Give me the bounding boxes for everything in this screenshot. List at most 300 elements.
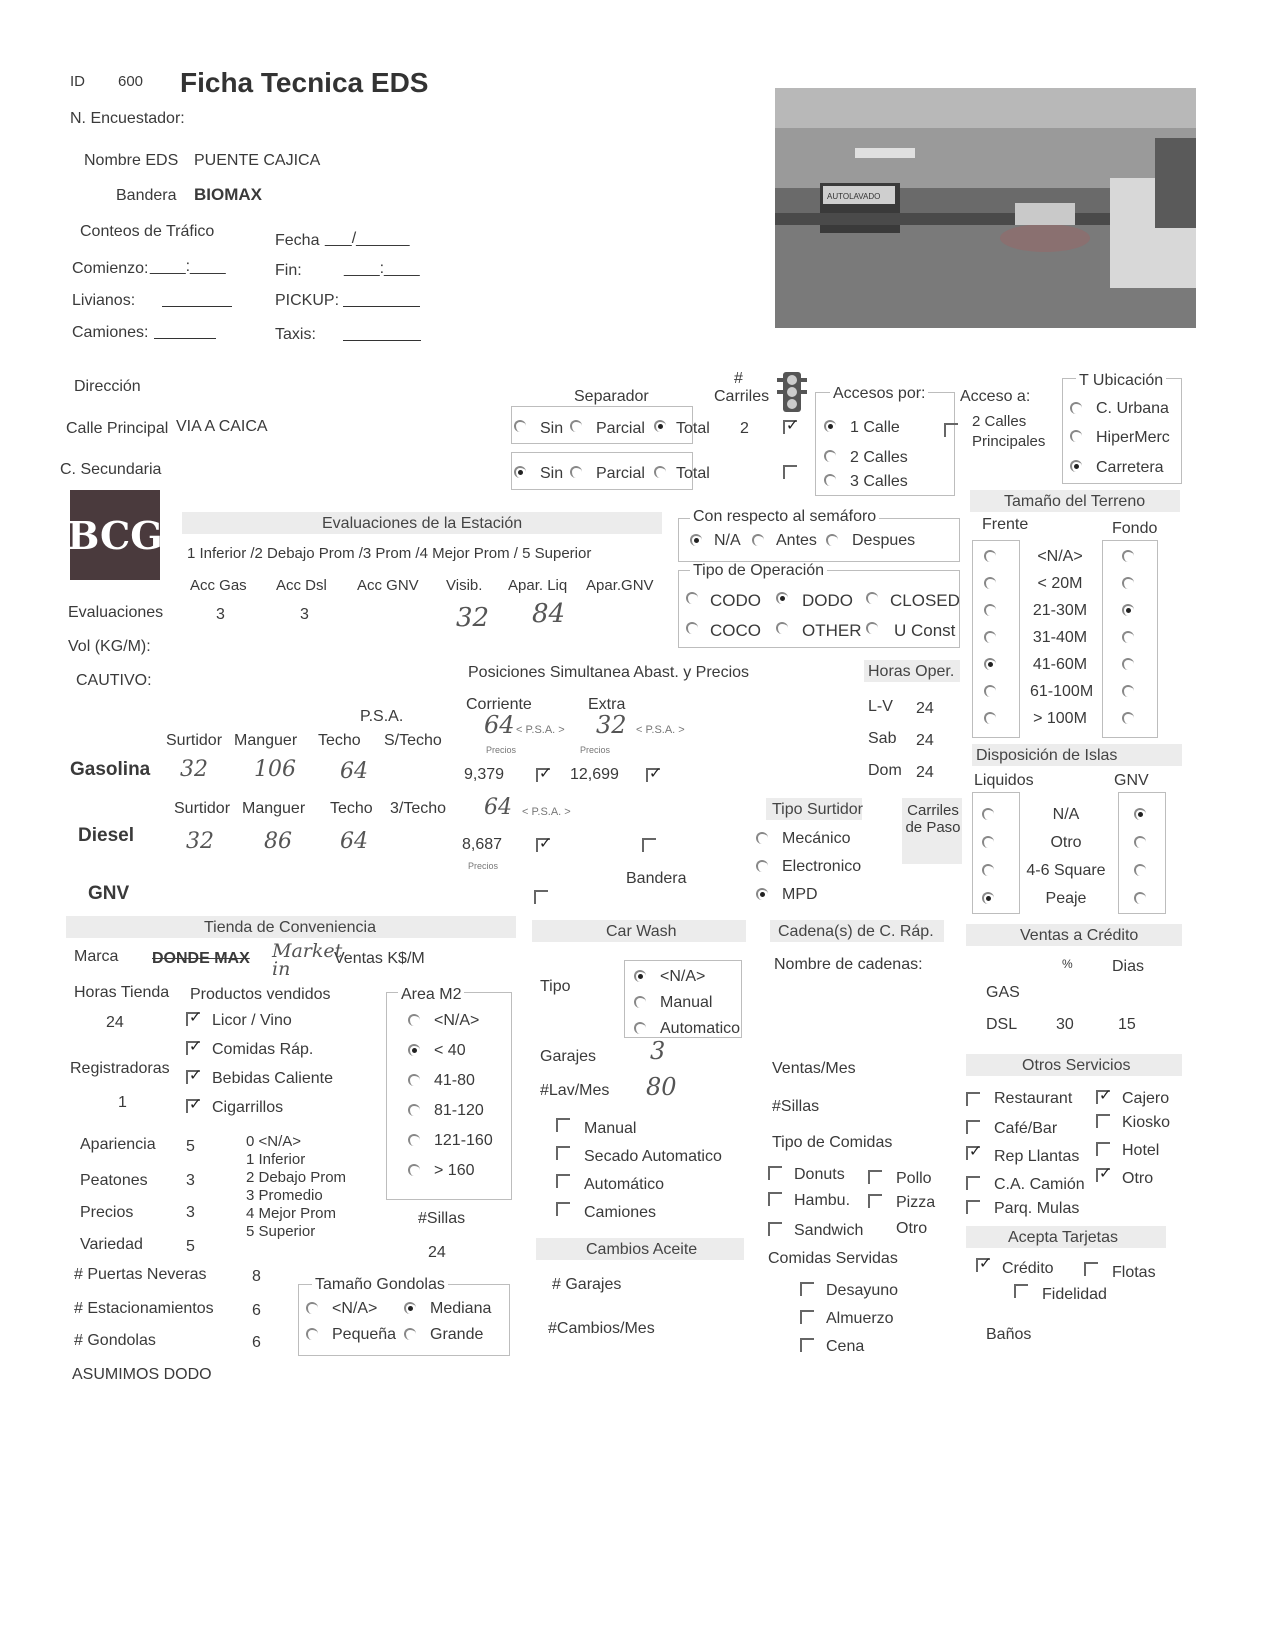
area-option-label: < 40 xyxy=(434,1042,466,1059)
gas-corriente-check[interactable] xyxy=(536,768,550,782)
taxis-label: Taxis: xyxy=(275,326,316,343)
otro-comida-label: Otro xyxy=(896,1220,928,1237)
otros-title: Otros Servicios xyxy=(1022,1057,1131,1074)
credito-dsl-pct: 30 xyxy=(1056,1016,1074,1033)
corriente-psa-tag: < P.S.A. > xyxy=(516,724,565,736)
sep1-parcial-radio[interactable] xyxy=(570,420,582,432)
gondola-mediana-radio[interactable] xyxy=(404,1302,416,1314)
cajero-check[interactable] xyxy=(1096,1090,1110,1104)
registradoras-label: Registradoras xyxy=(70,1060,170,1077)
op-dodo-label: DODO xyxy=(802,591,853,610)
acceso-2-radio[interactable] xyxy=(824,450,836,462)
tarjeta-flotas-check[interactable] xyxy=(1084,1262,1098,1276)
tienda-sillas-value: 24 xyxy=(428,1244,446,1261)
surtidor-electronico-radio[interactable] xyxy=(756,860,768,872)
horas-title: Horas Oper. xyxy=(868,663,955,680)
tienda-title: Tienda de Conveniencia xyxy=(204,919,376,936)
gondola-grande-label: Grande xyxy=(430,1326,484,1343)
horas-tienda-value: 24 xyxy=(106,1014,124,1031)
op-closed-radio[interactable] xyxy=(866,592,878,604)
fondo-radio[interactable] xyxy=(1122,658,1134,670)
area-radio[interactable] xyxy=(408,1014,420,1026)
semaforo-na-radio[interactable] xyxy=(690,534,702,546)
photo-sign: AUTOLAVADO xyxy=(827,192,881,201)
variedad-label: Variedad xyxy=(80,1236,143,1253)
cadenas-nombre-label: Nombre de cadenas: xyxy=(774,956,923,973)
producto-label: Comidas Ráp. xyxy=(212,1041,314,1058)
dsl-techo-value: 64 xyxy=(340,829,368,854)
calle-principal-value: VIA A CAICA xyxy=(176,418,268,435)
fondo-radio[interactable] xyxy=(1122,685,1134,697)
producto-check[interactable] xyxy=(186,1012,200,1026)
hambu-check[interactable] xyxy=(768,1192,782,1206)
islas-title: Disposición de Islas xyxy=(976,747,1118,764)
ubic-hiper-radio[interactable] xyxy=(1070,430,1082,442)
livianos-label: Livianos: xyxy=(72,292,136,309)
gondola-na-radio[interactable] xyxy=(306,1302,318,1314)
page-title: Ficha Tecnica EDS xyxy=(180,67,429,98)
surtidor-mecanico-label: Mecánico xyxy=(782,830,851,847)
puertas-value: 8 xyxy=(252,1268,261,1285)
dsl-psa-value: 64 xyxy=(484,795,512,820)
islas-gnv-radio[interactable] xyxy=(1134,836,1146,848)
pollo-label: Pollo xyxy=(896,1170,932,1187)
area-option-label: 121-160 xyxy=(434,1132,493,1149)
station-photo xyxy=(775,88,1196,328)
op-coco-label: COCO xyxy=(710,621,761,640)
cena-label: Cena xyxy=(826,1338,865,1355)
cena-check[interactable] xyxy=(800,1338,814,1352)
hotel-check[interactable] xyxy=(1096,1142,1110,1156)
comienzo-label: Comienzo: xyxy=(72,260,149,277)
aceite-cambios-label: #Cambios/Mes xyxy=(548,1320,655,1337)
islas-liq-radio[interactable] xyxy=(982,892,994,904)
dsl-techo-hdr: Techo xyxy=(330,800,373,817)
evaluaciones-scale: 1 Inferior /2 Debajo Prom /3 Prom /4 Mejor Prom / 5 Superior xyxy=(187,545,592,562)
scale-legend-item: 4 Mejor Prom xyxy=(246,1205,337,1222)
tarjeta-credito-check[interactable] xyxy=(976,1258,990,1272)
gas-precio-extra: 12,699 xyxy=(570,766,619,783)
fin-label: Fin: xyxy=(275,262,302,279)
semaforo-check-1[interactable] xyxy=(783,420,797,434)
semaforo-label: Con respecto al semáforo xyxy=(690,508,879,526)
area-radio[interactable] xyxy=(408,1044,420,1056)
pizza-check[interactable] xyxy=(868,1194,882,1208)
ubicacion-label: T Ubicación xyxy=(1076,372,1166,390)
tarjeta-credito-label: Crédito xyxy=(1002,1260,1054,1277)
banos-label: Baños xyxy=(986,1326,1032,1343)
dom-label: Dom xyxy=(868,762,902,779)
carwash-auto-radio[interactable] xyxy=(634,1022,646,1034)
bandera-value: BIOMAX xyxy=(194,185,262,204)
cadenas-tipo-label: Tipo de Comidas xyxy=(772,1134,893,1151)
frente-radio[interactable] xyxy=(984,604,996,616)
tarjeta-fidelidad-check[interactable] xyxy=(1014,1284,1028,1298)
cafe-label: Café/Bar xyxy=(994,1120,1058,1137)
gondola-pequena-label: Pequeña xyxy=(332,1326,397,1343)
fondo-radio[interactable] xyxy=(1122,604,1134,616)
c-secundaria-label: C. Secundaria xyxy=(60,461,162,478)
tarjetas-title: Acepta Tarjetas xyxy=(1008,1229,1118,1246)
op-other-radio[interactable] xyxy=(776,622,788,634)
pickup-label: PICKUP: xyxy=(275,292,340,309)
nombre-value: PUENTE CAJICA xyxy=(194,152,321,169)
dsl-manguer-hdr: Manguer xyxy=(242,800,306,817)
sep2-parcial-radio[interactable] xyxy=(570,466,582,478)
acceso-a-label: Acceso a: xyxy=(960,388,1031,405)
bandera-label: Bandera xyxy=(116,187,177,204)
frente-radio[interactable] xyxy=(984,550,996,562)
corriente-psa-value: 64 xyxy=(484,711,515,739)
surtidor-mpd-label: MPD xyxy=(782,886,818,903)
ubic-carretera-label: Carretera xyxy=(1096,459,1164,476)
lv-label: L-V xyxy=(868,698,893,715)
col-acc-gas: Acc Gas xyxy=(190,577,247,594)
servidas-label: Comidas Servidas xyxy=(768,1250,898,1267)
camion-check[interactable] xyxy=(966,1176,980,1190)
fecha-value: ___/______ xyxy=(325,230,410,247)
separador-label: Separador xyxy=(574,388,649,405)
donuts-check[interactable] xyxy=(768,1166,782,1180)
extra-psa-value: 32 xyxy=(596,711,627,739)
carwash-title: Car Wash xyxy=(606,923,677,940)
peatones-value: 3 xyxy=(186,1172,195,1189)
islas-liq-radio[interactable] xyxy=(982,836,994,848)
acceso-1-label: 1 Calle xyxy=(850,419,900,436)
acceso-3-radio[interactable] xyxy=(824,474,836,486)
kiosko-check[interactable] xyxy=(1096,1114,1110,1128)
credito-pct: % xyxy=(1062,957,1073,971)
gas-manguer-hdr: Manguer xyxy=(234,732,298,749)
fin-value: ____:____ xyxy=(344,260,420,277)
extra-label: Extra xyxy=(588,696,626,713)
surtidor-mpd-radio[interactable] xyxy=(756,888,768,900)
mulas-check[interactable] xyxy=(966,1200,980,1214)
sep1-sin-radio[interactable] xyxy=(514,420,526,432)
op-dodo-radio[interactable] xyxy=(776,592,788,604)
peatones-label: Peatones xyxy=(80,1172,148,1189)
apar-liq-value: 84 xyxy=(532,599,566,629)
scale-legend-item: 0 <N/A> xyxy=(246,1133,302,1150)
acc-dsl-value: 3 xyxy=(300,606,309,623)
otro-servicio-label: Otro xyxy=(1122,1170,1154,1187)
frente-box xyxy=(972,540,1020,738)
desayuno-check[interactable] xyxy=(800,1282,814,1296)
fecha-label: Fecha xyxy=(275,232,320,249)
sep2-total-radio[interactable] xyxy=(654,466,666,478)
terreno-size-label: 61-100M xyxy=(1030,683,1094,700)
producto-label: Bebidas Caliente xyxy=(212,1070,333,1087)
kiosko-label: Kiosko xyxy=(1122,1114,1171,1131)
ubic-carretera-radio[interactable] xyxy=(1070,460,1082,472)
islas-gnv-radio[interactable] xyxy=(1134,892,1146,904)
gondola-grande-radio[interactable] xyxy=(404,1328,416,1340)
otro-servicio-check[interactable] xyxy=(1096,1168,1110,1182)
carwash-option-check[interactable] xyxy=(556,1202,570,1216)
evaluaciones-title: Evaluaciones de la Estación xyxy=(322,515,523,532)
frente-radio[interactable] xyxy=(984,631,996,643)
dom-value: 24 xyxy=(916,764,934,781)
traffic-light-icon xyxy=(777,372,807,412)
carwash-option-label: Manual xyxy=(584,1120,637,1137)
apariencia-value: 5 xyxy=(186,1138,195,1155)
almuerzo-check[interactable] xyxy=(800,1310,814,1324)
frente-radio[interactable] xyxy=(984,577,996,589)
carwash-option-check[interactable] xyxy=(556,1118,570,1132)
op-uconst-label: U Const xyxy=(894,621,956,640)
sab-label: Sab xyxy=(868,730,897,747)
scale-legend-item: 1 Inferior xyxy=(246,1151,306,1168)
gas-precio-corriente: 9,379 xyxy=(464,766,505,783)
terreno-fondo: Fondo xyxy=(1112,520,1158,537)
registradoras-value: 1 xyxy=(118,1094,127,1111)
area-option-label: <N/A> xyxy=(434,1012,480,1029)
area-radio[interactable] xyxy=(408,1134,420,1146)
extra-psa-tag: < P.S.A. > xyxy=(636,724,685,736)
semaforo-check-2[interactable] xyxy=(783,465,797,479)
vol-label: Vol (KG/M): xyxy=(68,638,151,655)
producto-label: Cigarrillos xyxy=(212,1099,284,1116)
acc-gas-value: 3 xyxy=(216,606,225,623)
sep1-total-radio[interactable] xyxy=(654,420,666,432)
cadenas-title: Cadena(s) de C. Ráp. xyxy=(778,923,934,940)
scale-legend-item: 3 Promedio xyxy=(246,1187,323,1204)
terreno-size-label: 31-40M xyxy=(1032,629,1088,646)
sep1-total-label: Total xyxy=(676,420,710,437)
carriles-value: 2 xyxy=(740,420,749,437)
extra-precios-tag: Precios xyxy=(580,745,611,755)
semaforo-despues-radio[interactable] xyxy=(826,534,838,546)
gondola-size-box xyxy=(298,1284,510,1356)
garajes-value: 3 xyxy=(650,1037,666,1065)
islas-gnv-radio[interactable] xyxy=(1134,864,1146,876)
taxis-line xyxy=(343,340,421,341)
dsl-stecho-hdr: 3/Techo xyxy=(390,800,447,817)
area-radio[interactable] xyxy=(408,1104,420,1116)
marca-value: DONDE MAX xyxy=(152,950,250,967)
fondo-radio[interactable] xyxy=(1122,712,1134,724)
gondola-size-label: Tamaño Gondolas xyxy=(312,1276,448,1294)
op-coco-radio[interactable] xyxy=(686,622,698,634)
sandwich-check[interactable] xyxy=(768,1222,782,1236)
marca-handwritten: Market in xyxy=(272,940,343,981)
gas-surtidor-hdr: Surtidor xyxy=(166,732,223,749)
variedad-value: 5 xyxy=(186,1238,195,1255)
area-radio[interactable] xyxy=(408,1074,420,1086)
camiones-label: Camiones: xyxy=(72,324,149,341)
nombre-label: Nombre EDS xyxy=(84,152,179,169)
carwash-option-label: Camiones xyxy=(584,1204,657,1221)
ubic-urbana-label: C. Urbana xyxy=(1096,400,1169,417)
restaurant-check[interactable] xyxy=(966,1092,980,1106)
credito-title: Ventas a Crédito xyxy=(1020,927,1139,944)
islas-liq-radio[interactable] xyxy=(982,864,994,876)
carriles-label: Carriles xyxy=(714,388,770,405)
islas-option-label: 4-6 Square xyxy=(1026,862,1106,879)
gnv-check[interactable] xyxy=(534,890,548,904)
islas-liquidos: Liquidos xyxy=(974,772,1034,789)
gas-manguer-value: 106 xyxy=(254,757,296,782)
operacion-label: Tipo de Operación xyxy=(690,562,827,580)
carwash-auto-label: Automatico xyxy=(660,1020,741,1037)
gondola-mediana-label: Mediana xyxy=(430,1300,492,1317)
estac-value: 6 xyxy=(252,1302,261,1319)
carwash-option-check[interactable] xyxy=(556,1146,570,1160)
sep1-parcial-label: Parcial xyxy=(596,420,645,437)
credito-dias: Dias xyxy=(1112,958,1145,975)
marca-label: Marca xyxy=(74,948,119,965)
precios-label: Precios xyxy=(80,1204,134,1221)
col-acc-gnv: Acc GNV xyxy=(357,577,419,594)
semaforo-antes-radio[interactable] xyxy=(752,534,764,546)
tienda-sillas-label: #Sillas xyxy=(418,1210,466,1227)
cajero-label: Cajero xyxy=(1122,1090,1170,1107)
tarjeta-fidelidad-label: Fidelidad xyxy=(1042,1286,1107,1303)
op-other-label: OTHER xyxy=(802,621,862,640)
acceso-a-check[interactable] xyxy=(944,423,958,437)
terreno-size-label: <N/A> xyxy=(1037,548,1083,565)
cadenas-sillas-label: #Sillas xyxy=(772,1098,820,1115)
llantas-label: Rep Llantas xyxy=(994,1148,1080,1165)
gas-techo-value: 64 xyxy=(340,759,368,784)
op-codo-radio[interactable] xyxy=(686,592,698,604)
id-value: 600 xyxy=(118,73,144,90)
pollo-check[interactable] xyxy=(868,1170,882,1184)
traffic-title: Conteos de Tráfico xyxy=(80,223,215,240)
semaforo-antes-label: Antes xyxy=(776,532,817,549)
dsl-psa-tag: < P.S.A. > xyxy=(522,806,571,818)
terreno-size-label: 21-30M xyxy=(1032,602,1088,619)
llantas-check[interactable] xyxy=(966,1146,980,1160)
islas-liq-radio[interactable] xyxy=(982,808,994,820)
carriles-paso-label: Carriles de Paso xyxy=(905,802,961,837)
camiones-line xyxy=(154,338,216,339)
scale-legend-item: 2 Debajo Prom xyxy=(246,1169,347,1186)
terreno-size-label: < 20M xyxy=(1037,575,1083,592)
precios-value: 3 xyxy=(186,1204,195,1221)
acceso-2-label: 2 Calles xyxy=(850,449,908,466)
col-apar-gnv: Apar.GNV xyxy=(586,577,654,594)
ubic-hiper-label: HiperMerc xyxy=(1096,429,1170,446)
sep2-sin-radio[interactable] xyxy=(514,466,526,478)
islas-gnv-radio[interactable] xyxy=(1134,808,1146,820)
bcg-logo: BCG xyxy=(70,490,160,580)
corriente-label: Corriente xyxy=(466,696,532,713)
islas-option-label: N/A xyxy=(1052,806,1080,823)
gondola-pequena-radio[interactable] xyxy=(306,1328,318,1340)
dsl-manguer-value: 86 xyxy=(264,829,292,854)
asumimos-note: ASUMIMOS DODO xyxy=(72,1366,212,1383)
producto-check[interactable] xyxy=(186,1041,200,1055)
carwash-manual-label: Manual xyxy=(660,994,713,1011)
dsl-precios-tag: Precios xyxy=(468,861,499,871)
carwash-option-check[interactable] xyxy=(556,1174,570,1188)
cafe-check[interactable] xyxy=(966,1120,980,1134)
gas-stecho-hdr: S/Techo xyxy=(384,732,442,749)
credito-dsl-dias: 15 xyxy=(1118,1016,1136,1033)
fondo-radio[interactable] xyxy=(1122,550,1134,562)
mulas-label: Parq. Mulas xyxy=(994,1200,1080,1217)
productos-label: Productos vendidos xyxy=(190,986,331,1003)
area-option-label: > 160 xyxy=(434,1162,475,1179)
producto-check[interactable] xyxy=(186,1099,200,1113)
lv-value: 24 xyxy=(916,700,934,717)
frente-radio[interactable] xyxy=(984,712,996,724)
acceso-a-value: 2 Calles Principales xyxy=(972,413,1046,450)
carwash-tipo-label: Tipo xyxy=(540,978,571,995)
carwash-na-radio[interactable] xyxy=(634,970,646,982)
area-radio[interactable] xyxy=(408,1164,420,1176)
islas-option-label: Otro xyxy=(1050,834,1082,851)
visib-value: 32 xyxy=(456,603,490,633)
evaluaciones-row-label: Evaluaciones xyxy=(68,604,164,621)
bandera-fuel-label: Bandera xyxy=(626,870,687,887)
bandera-check[interactable] xyxy=(642,838,656,852)
acceso-1-radio[interactable] xyxy=(824,420,836,432)
sep2-total-label: Total xyxy=(676,465,710,482)
tarjeta-flotas-label: Flotas xyxy=(1112,1264,1156,1281)
ubic-urbana-radio[interactable] xyxy=(1070,402,1082,414)
apariencia-label: Apariencia xyxy=(80,1136,156,1153)
frente-radio[interactable] xyxy=(984,685,996,697)
gas-extra-check[interactable] xyxy=(646,768,660,782)
corriente-precios-tag: Precios xyxy=(486,745,517,755)
cautivo-label: CAUTIVO: xyxy=(76,672,152,689)
terreno-size-label: > 100M xyxy=(1033,710,1087,727)
islas-liq-box xyxy=(972,792,1020,914)
col-apar-liq: Apar. Liq xyxy=(508,577,568,594)
islas-gnv: GNV xyxy=(1114,772,1149,789)
id-label: ID xyxy=(70,73,85,90)
lav-value: 80 xyxy=(646,1073,677,1101)
producto-check[interactable] xyxy=(186,1070,200,1084)
sab-value: 24 xyxy=(916,732,934,749)
credito-gas: GAS xyxy=(986,984,1020,1001)
aceite-title: Cambios Aceite xyxy=(586,1241,698,1258)
terreno-title: Tamaño del Terreno xyxy=(1004,493,1146,510)
hotel-label: Hotel xyxy=(1122,1142,1160,1159)
sep2-sin-label: Sin xyxy=(540,465,564,482)
livianos-line xyxy=(162,306,232,307)
terreno-frente: Frente xyxy=(982,516,1029,533)
carwash-option-label: Secado Automatico xyxy=(584,1148,722,1165)
horas-tienda-label: Horas Tienda xyxy=(74,984,170,1001)
dsl-precio-check[interactable] xyxy=(536,838,550,852)
camion-label: C.A. Camión xyxy=(994,1176,1085,1193)
calle-principal-label: Calle Principal xyxy=(66,420,169,437)
donuts-label: Donuts xyxy=(794,1166,845,1183)
fondo-radio[interactable] xyxy=(1122,577,1134,589)
surtidor-mecanico-radio[interactable] xyxy=(756,832,768,844)
surtidor-title: Tipo Surtidor xyxy=(772,801,863,818)
area-option-label: 41-80 xyxy=(434,1072,475,1089)
frente-radio[interactable] xyxy=(984,658,996,670)
garajes-label: Garajes xyxy=(540,1048,597,1065)
carwash-manual-radio[interactable] xyxy=(634,996,646,1008)
semaforo-na-label: N/A xyxy=(714,532,741,549)
psa-header: P.S.A. xyxy=(360,708,404,725)
dsl-surtidor-hdr: Surtidor xyxy=(174,800,231,817)
op-uconst-radio[interactable] xyxy=(866,622,878,634)
terreno-size-label: 41-60M xyxy=(1032,656,1088,673)
encuestador-label: N. Encuestador: xyxy=(70,110,185,127)
estac-label: # Estacionamientos xyxy=(74,1300,214,1317)
direccion-label: Dirección xyxy=(74,378,141,395)
gnv-label: GNV xyxy=(88,883,130,904)
accesos-label: Accesos por: xyxy=(830,385,928,403)
gondolas-value: 6 xyxy=(252,1334,261,1351)
fondo-radio[interactable] xyxy=(1122,631,1134,643)
